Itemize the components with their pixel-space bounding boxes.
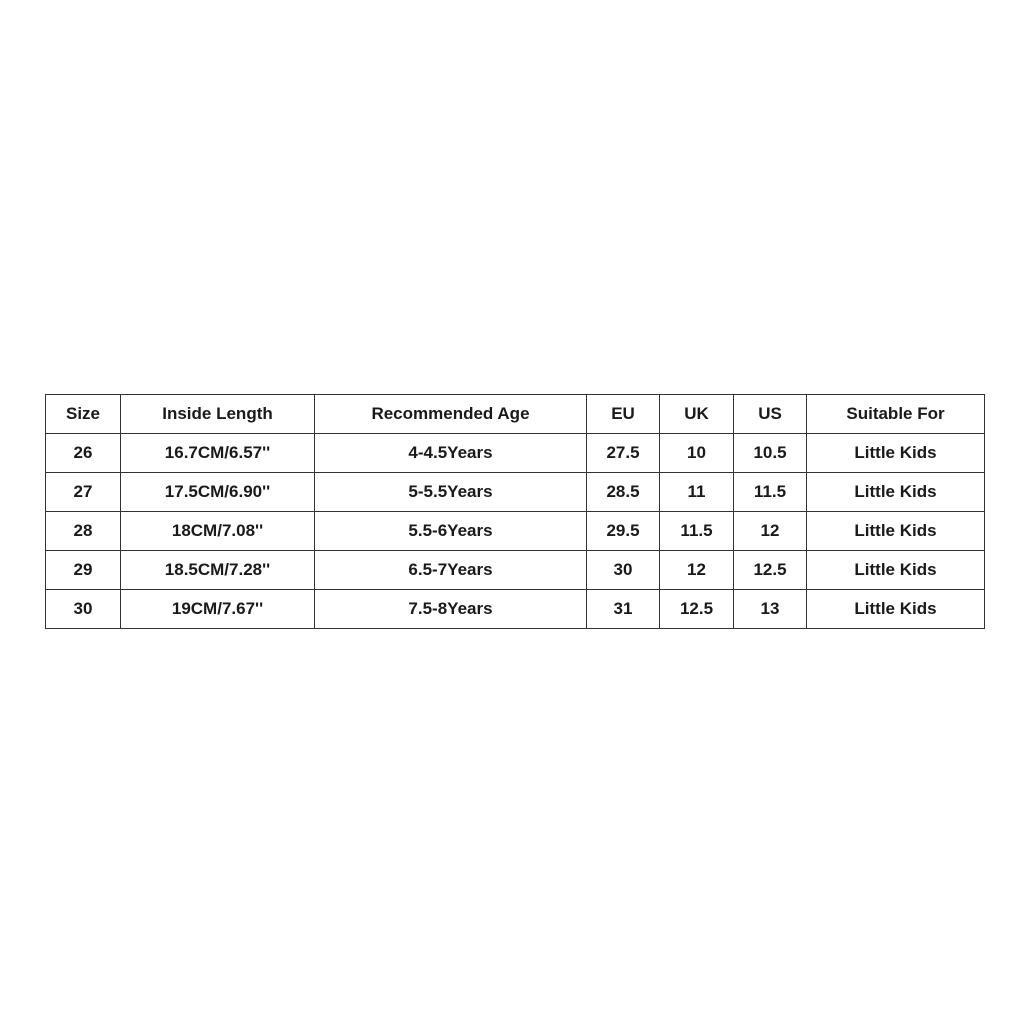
table-row <box>46 590 985 629</box>
cell-us: 10.5 <box>734 434 807 473</box>
cell-us: 12 <box>734 512 807 551</box>
cell-uk: 12 <box>660 551 734 590</box>
cell-eu: 31 <box>587 590 660 629</box>
cell-uk: 11 <box>660 473 734 512</box>
cell-size: 27 <box>46 473 121 512</box>
cell-size: 30 <box>46 590 121 629</box>
cell-inside-length: 18.5CM/7.28'' <box>121 551 315 590</box>
size-chart-table <box>45 394 985 629</box>
cell-recommended-age: 4-4.5Years <box>315 434 587 473</box>
cell-uk: 12.5 <box>660 590 734 629</box>
cell-inside-length: 18CM/7.08'' <box>121 512 315 551</box>
cell-size: 29 <box>46 551 121 590</box>
cell-inside-length: 16.7CM/6.57'' <box>121 434 315 473</box>
table-row <box>46 551 985 590</box>
table-row <box>46 473 985 512</box>
table-row <box>46 434 985 473</box>
cell-eu: 28.5 <box>587 473 660 512</box>
cell-eu: 27.5 <box>587 434 660 473</box>
cell-size: 26 <box>46 434 121 473</box>
cell-suitable-for: Little Kids <box>807 590 985 629</box>
cell-suitable-for: Little Kids <box>807 551 985 590</box>
cell-uk: 11.5 <box>660 512 734 551</box>
cell-suitable-for: Little Kids <box>807 512 985 551</box>
cell-inside-length: 19CM/7.67'' <box>121 590 315 629</box>
cell-suitable-for: Little Kids <box>807 434 985 473</box>
cell-inside-length: 17.5CM/6.90'' <box>121 473 315 512</box>
cell-eu: 29.5 <box>587 512 660 551</box>
header-cell-recommended-age: Recommended Age <box>315 395 587 434</box>
header-row <box>46 395 985 434</box>
cell-recommended-age: 7.5-8Years <box>315 590 587 629</box>
cell-recommended-age: 6.5-7Years <box>315 551 587 590</box>
header-cell-uk: UK <box>660 395 734 434</box>
cell-uk: 10 <box>660 434 734 473</box>
header-cell-inside-length: Inside Length <box>121 395 315 434</box>
cell-us: 11.5 <box>734 473 807 512</box>
header-cell-size: Size <box>46 395 121 434</box>
cell-suitable-for: Little Kids <box>807 473 985 512</box>
header-cell-us: US <box>734 395 807 434</box>
cell-eu: 30 <box>587 551 660 590</box>
cell-size: 28 <box>46 512 121 551</box>
header-cell-suitable-for: Suitable For <box>807 395 985 434</box>
cell-us: 13 <box>734 590 807 629</box>
cell-recommended-age: 5-5.5Years <box>315 473 587 512</box>
cell-us: 12.5 <box>734 551 807 590</box>
header-cell-eu: EU <box>587 395 660 434</box>
table-row <box>46 512 985 551</box>
cell-recommended-age: 5.5-6Years <box>315 512 587 551</box>
